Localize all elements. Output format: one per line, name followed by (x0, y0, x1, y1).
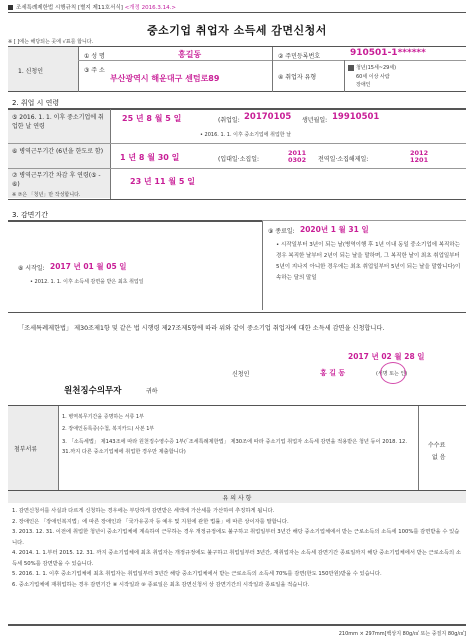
notes-title: 유 의 사 항 (222, 495, 252, 502)
start-date-note: • 2012. 1. 1. 이후 소득세 감면을 받은 최초 취업일 (30, 279, 144, 285)
square-bullet-icon (8, 5, 13, 10)
type-option-label: 장애인 (356, 82, 371, 88)
note-item: 4. 2014. 1. 1.부터 2015. 12. 31. 까지 중소기업체에 최초 취업자는 개정규정에도 불구하고 취업일부터 3년간, 재취업자는 소득세 감면기간 종료일까지 해당 중소기업체에서 받는 근로소득의 소득세 50%를 감면받을 수 있습니다. (12, 550, 461, 567)
type-option-label: 청년(15세~29세) (356, 65, 397, 71)
row5-note: • 2016. 1. 1. 이후 중소기업에 취업한 날 (200, 132, 292, 138)
hire-date-label: (취업일: (218, 117, 240, 124)
age-section-title: 2. 취업 시 연령 (12, 99, 60, 107)
discharge-date-label: 전역일·소집해제일: (318, 156, 369, 163)
form-revision: <개정 2016.3.14.> (124, 5, 176, 11)
declaration-text: 「조세특례제한법」 제30조제1항 및 같은 법 시행령 제27조제5항에 따라 위와 같이 중소기업 취업자에 대한 소득세 감면을 신청합니다. (18, 325, 385, 332)
paper-spec: 210mm × 297mm[백상지 80g/㎡ 또는 중질지 80g/㎡] (338, 631, 466, 637)
divider (58, 406, 59, 490)
end-date-note: • 시작일부터 3년이 되는 날(병역이행 후 1년 이내 동일 중소기업에 복직하는 경우 복직한 날부터 2년이 되는 날을 말하며, 그 복직한 날이 최초 취업일부터 5년이 지나지 아니한 경우에는 최초 취업일부터 5년이 되는 날을 말합니다)이 속하는 달의 말일 (276, 242, 461, 281)
divider (8, 143, 466, 144)
form-header (8, 3, 176, 11)
attachment-item: 3. 「소득세법」 제143조에 따라 원천징수영수증 1부(「조세특례제한법」 제30조에 따라 중소기업 취업자 소득세 감면을 적용받은 청년 등이 2018. 12. 31.까지 다른 중소기업체에 취업한 경우만 제출합니다) (62, 439, 407, 455)
attachment-item: 1. 병역복무기간을 증명하는 서류 1부 (62, 414, 144, 420)
address-label: ③ 주 소 (84, 67, 105, 74)
hire-date-value[interactable]: 20170105 (244, 112, 292, 122)
divider (8, 199, 466, 200)
row6-value[interactable]: 1 년 8 월 30 일 (120, 153, 180, 162)
end-date-value[interactable]: 2020년 1 월 31 일 (300, 225, 369, 234)
fee-label: 수수료 (428, 442, 446, 449)
birth-date-value[interactable]: 19910501 (332, 112, 380, 122)
name-label: ① 성 명 (84, 53, 105, 60)
recipient-name: 원천징수의무자 (64, 386, 122, 396)
seal-stamp-icon (380, 362, 406, 384)
type-label: ④ 취업자 유형 (278, 74, 317, 81)
divider (110, 109, 111, 199)
enlist-date-value[interactable]: 2011 0302 (288, 149, 307, 164)
application-date[interactable]: 2017 년 02 월 28 일 (348, 352, 425, 361)
row7-label: ⑦ 병역근무기간 차감 후 연령(⑤ - ⑥) (12, 172, 101, 188)
attachments-label: 첨부서류 (14, 446, 38, 453)
start-date-label: ⑧ 시작일: (18, 265, 45, 272)
note-item: 6. 중소기업체에 재취업하는 경우 감면기간 ⑧ 시작일과 ⑨ 종료일은 최초 감면신청서 상 감면기간의 시작일과 종료일을 적습니다. (12, 581, 310, 588)
row7-value[interactable]: 23 년 11 월 5 일 (130, 177, 195, 186)
divider (8, 624, 466, 626)
note-item: 1. 감면신청서를 사실과 다르게 신청하는 경우에는 부당하게 감면받은 세액에 가산세를 가산하여 추징하게 됩니다. (12, 508, 275, 514)
discharge-date-value[interactable]: 2012 1201 (410, 149, 429, 164)
type-option-disabled[interactable] (356, 81, 371, 88)
divider (262, 220, 466, 221)
fee-value: 없 음 (432, 454, 446, 461)
type-option-label: 60세 이상 사람 (356, 74, 390, 80)
check-instruction: ※ [ ]에는 해당되는 곳에 √표를 합니다. (8, 39, 94, 45)
period-section-title: 3. 감면기간 (12, 211, 48, 219)
attachment-item: 2. 장애인등록증(수첩, 복지카드) 사본 1부 (62, 426, 155, 432)
applicant-sign-label: 신청인 (232, 371, 250, 378)
divider (8, 312, 466, 313)
applicant-label: 1. 신청인 (18, 68, 44, 75)
divider (262, 220, 263, 310)
note-item: 2. 장애인은 「장애인복지법」에 따른 장애인과 「국가유공자 등 예우 및 지원에 관한 법률」에 따른 상이자를 말합니다. (12, 518, 289, 525)
checkbox-checked-icon[interactable] (348, 65, 354, 71)
divider (8, 220, 262, 222)
divider (78, 47, 79, 92)
row6-label: ⑥ 병역근무기간 (6년을 한도로 함) (12, 148, 104, 155)
divider (344, 60, 345, 92)
applicant-name[interactable]: 홍 길 동 (320, 369, 346, 377)
row7-note: ※ ⑦은 「청년」만 작성합니다. (12, 192, 81, 198)
rrn-value[interactable]: 910501-1****** (350, 48, 426, 58)
divider (418, 406, 419, 490)
type-option-senior[interactable] (356, 73, 390, 80)
divider (272, 47, 273, 92)
type-option-youth[interactable] (348, 64, 396, 71)
divider (8, 405, 466, 406)
row5-value[interactable]: 25 년 8 월 5 일 (122, 114, 182, 123)
note-item: 3. 2013. 12. 31. 이전에 취업한 청년이 중소기업체에 계속하여 근무하는 경우 개정규정에도 불구하고 취업일부터 3년간 해당 중소기업체에서 받는 근로소득의 소득세 100%를 감면받을 수 있습니다. (12, 529, 460, 546)
address-value[interactable]: 부산광역시 해운대구 센텀로89 (110, 74, 220, 83)
row5-label: ⑤ 2016. 1. 1. 이후 중소기업에 취업한 날 연령 (12, 114, 104, 130)
notes-list (12, 506, 462, 590)
name-value[interactable]: 홍길동 (178, 50, 202, 59)
enlist-date-label: (입대일·소집일: (218, 156, 260, 163)
divider (8, 168, 466, 169)
signature-field[interactable]: (서명 또는 인) (376, 371, 408, 377)
form-header-text: 조세특례제한법 시행규칙 [별지 제11호서식] (16, 5, 123, 11)
note-item: 5. 2016. 1. 1. 이후 중소기업체에 최초 취업자는 취업일부터 3년간 해당 중소기업체에서 받는 근로소득의 소득세 70%를 감면(한도 150만원)받을 수 있습니다. (12, 571, 382, 577)
rrn-label: ② 주민등록번호 (278, 53, 321, 60)
form-title: 중소기업 취업자 소득세 감면신청서 (147, 24, 327, 37)
end-date-label: ⑨ 종료일: (268, 228, 295, 235)
header-divider (8, 12, 466, 13)
birth-date-label: 생년월일: (302, 117, 328, 124)
start-date-value[interactable]: 2017 년 01 월 05 일 (50, 262, 127, 271)
recipient-suffix: 귀하 (146, 388, 158, 395)
